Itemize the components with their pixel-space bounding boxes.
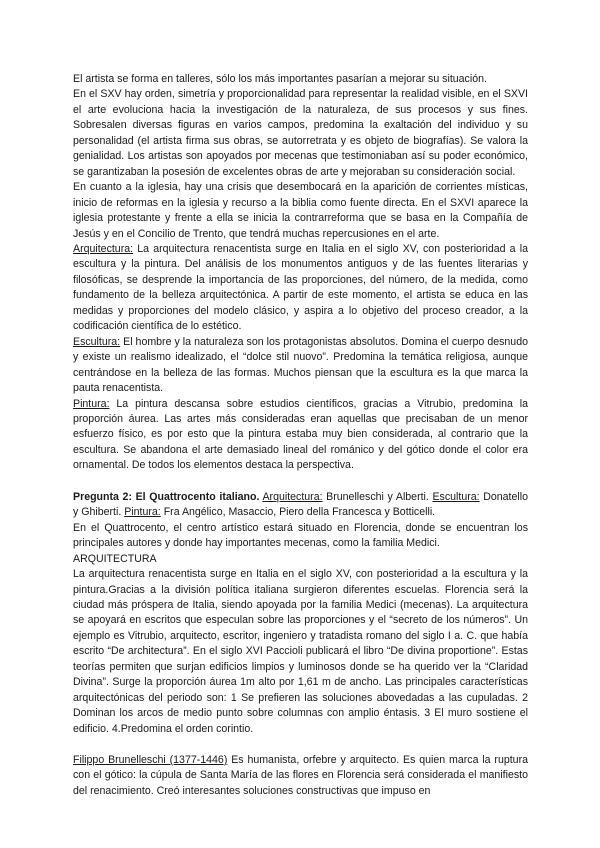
document-body [73,72,528,799]
paragraph-iglesia: En cuanto a la iglesia, hay una crisis que desembocará en la aparición de corrientes místicas, inicio de reformas en la iglesia y recurso a la biblia como fuente directa. En el SXVI aparece la iglesia protestante y frente a ella se inicia la contrarreforma que se basa en la Compañía de Jesús y en el Concilio de Trento, que tendrá muchas repercusiones en el arte. [73,181,528,240]
paragraph-quattrocento: En el Quattrocento, el centro artístico estará situado en Florencia, donde se encuentran los principales autores y donde hay importantes mecenas, como la familia Medici. [73,521,528,550]
label-q2-arquitectura: Arquitectura: [262,490,323,503]
label-q2-escultura: Escultura: [432,490,480,503]
paragraph-sxv: En el SXV hay orden, simetría y proporcionalidad para representar la realidad visible, en el SXVI el arte evoluciona hacia la investigación de la naturaleza, de sus procesos y sus fines. Sobresalen diversas figuras en varios campos, predomina la exaltación del individuo y su personalidad (el artista firma sus obras, se autorretrata y es objeto de biografías). Se valora la genialidad. Los artistas son apoyados por mecenas que testimoniaban así su poder económico, se garantizaban la posesión de excelentes obras de arte y mejoraban su consideración social. [73,88,528,178]
label-pintura: Pintura: [73,397,110,410]
text-pintura: La pintura descansa sobre estudios científicos, gracias a Vitrubio, predomina la proporción áurea. Las artes más consideradas eran aquellas que precisaban de un menor esfuerzo físico, es por esto que la pintura estaba muy bien considerada, al contrario que la escultura. Se abandona el arte demasiado lineal del románico y del gótico donde el color era ornamental. De todos los elementos destaca la perspectiva. [73,397,528,472]
paragraph-brunelleschi [73,753,528,799]
text-q2-arquitectura: Brunelleschi y Alberti. [322,490,429,503]
label-q2-pintura: Pintura: [124,506,161,519]
text-q2-escultura: Donatello y Ghiberti. [73,490,528,519]
paragraph-escultura [73,335,528,397]
paragraph-arquitectura [73,242,528,335]
question-title: Pregunta 2: El Quattrocento italiano. [73,490,260,503]
label-arquitectura: Arquitectura: [73,242,134,255]
paragraph-talleres: El artista se forma en talleres, sólo los más importantes pasarían a mejorar su situación. [73,73,487,85]
paragraph-arquitectura-renacentista: La arquitectura renacentista surge en Italia en el siglo XV, con posterioridad a la escultura y la pintura.Gracias a la división política italiana surgieron diferentes escuelas. Florencia será la ciudad más próspera de Italia, siendo apoyada por la familia Medici (mecenas). La arquitectura se apoyará en escritos que especulan sobre las proporciones y el “secreto de los números”. Un ejemplo es Vitrubio, arquitecto, escritor, ingeniero y tratadista romano del siglo I a. C. que había escrito “De architectura”. En el siglo XVI Paccioli publicará el libro “De divina proportione”. Estas teorías permiten que surjan edificios limpios y luminosos donde se ha querido ver la “Claridad Divina”. Surge la proporción áurea 1m alto por 1,61 m de ancho. Las principales características arquitectónicas del periodo son: 1 Se prefieren las soluciones abovedadas a las cupuladas. 2 Dominan los arcos de medio punto sobre columnas con amplio éntasis. 3 El muro sostiene el edificio. 4.Predomina el orden corintio. [73,568,528,735]
paragraph-pintura [73,397,528,474]
text-arquitectura: La arquitectura renacentista surge en Italia en el siglo XV, con posterioridad a la escultura y la pintura. Del análisis de los monumentos antiguos y de las fuentes literarias y filosóficas, se desprende la importancia de las proporciones, del número, de la medida, como fundamento de la belleza arquitectónica. A partir de este momento, el artista se educa en las medidas y proporciones del modelo clásico, y aspira a lo objetivo del proceso creador, a la codificación científica de lo estético. [73,242,528,333]
section-gap [73,474,528,490]
paragraph-pregunta-2 [73,490,528,521]
text-escultura: El hombre y la naturaleza son los protagonistas absolutos. Domina el cuerpo desnudo y existe un realismo idealizado, el “dolce stil nuovo”. Predomina la temática religiosa, aunque centrándose en la belleza de las formas. Muchos piensan que la escultura es la que marca la pauta renacentista. [73,335,528,395]
label-brunelleschi: Filippo Brunelleschi (1377-1446) [73,754,228,767]
label-escultura: Escultura: [73,335,121,348]
text-q2-pintura: Fra Angélico, Masaccio, Piero della Francesca y Botticelli. [160,506,436,519]
text-brunelleschi: Es humanista, orfebre y arquitecto. Es quien marca la ruptura con el gótico: la cúpula de Santa María de las flores en Florencia será considerada el manifiesto del renacimiento. Creó interesantes soluciones constructivas que impuso en [73,754,528,797]
heading-arquitectura: ARQUITECTURA [73,552,157,565]
section-gap [73,737,528,753]
